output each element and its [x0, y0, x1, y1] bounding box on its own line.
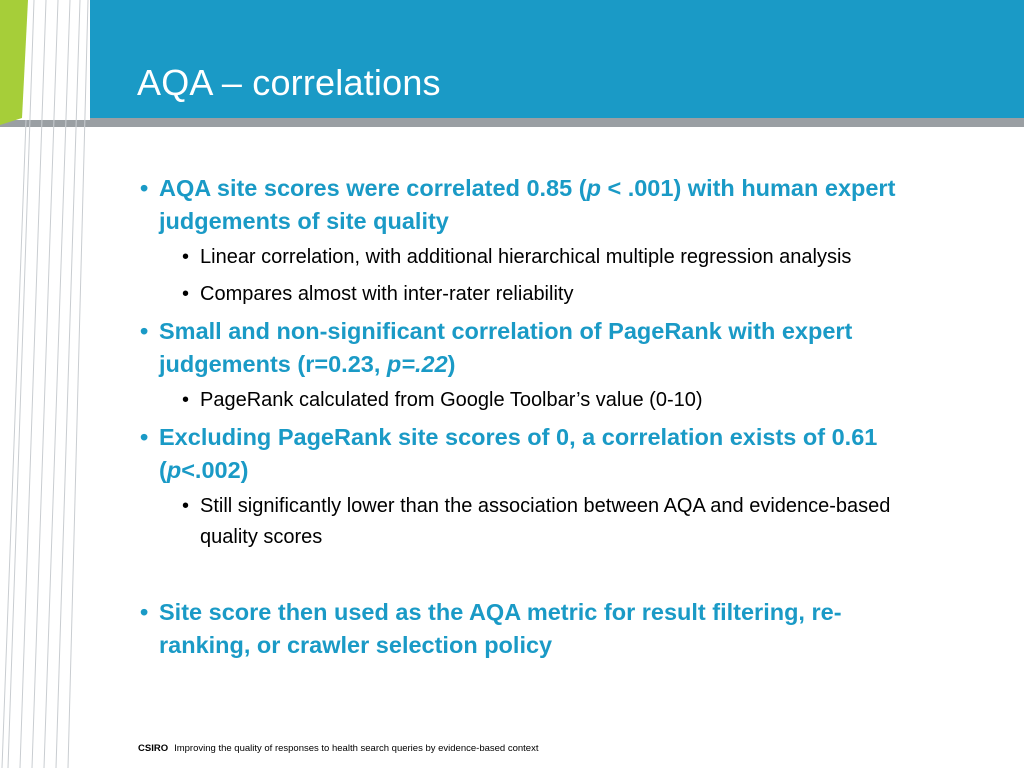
bullet-excluding-zero: • Excluding PageRank site scores of 0, a correlation exists of 0.61 (p<.002)	[140, 421, 930, 487]
footer-brand: CSIRO	[138, 743, 169, 754]
bullet-marker: •	[182, 389, 190, 411]
bullet-pagerank-correlation: • Small and non-significant correlation of PageRank with expert judgements (r=0.23, p=.22)	[140, 315, 930, 381]
bullet-marker: •	[182, 495, 190, 517]
bullet-site-score-metric: • Site score then used as the AQA metric for result filtering, re-ranking, or crawler selection policy	[140, 596, 930, 662]
slide-body	[140, 172, 930, 662]
sub-bullet-linear-correlation: • Linear correlation, with additional hierarchical multiple regression analysis	[182, 242, 930, 273]
bullet-marker: •	[182, 246, 190, 268]
bullet-marker: •	[140, 599, 149, 625]
bullet-marker: •	[140, 318, 149, 344]
spacer	[140, 553, 930, 596]
header-divider	[0, 118, 1024, 127]
bullet-marker: •	[182, 283, 190, 305]
sub-bullet-still-lower: • Still significantly lower than the association between AQA and evidence-based quality scores	[182, 491, 930, 553]
sub-bullet-inter-rater: • Compares almost with inter-rater reliability	[182, 279, 930, 310]
sub-bullet-toolbar-value: • PageRank calculated from Google Toolbar’s value (0-10)	[182, 385, 930, 416]
decorative-stripes	[0, 0, 100, 768]
slide-footer	[138, 743, 538, 754]
footer-text: Improving the quality of responses to health search queries by evidence-based context	[174, 743, 539, 754]
bullet-marker: •	[140, 175, 149, 201]
bullet-aqa-correlation: • AQA site scores were correlated 0.85 (p < .001) with human expert judgements of site quality	[140, 172, 930, 238]
slide-title: AQA – correlations	[137, 62, 441, 103]
bullet-marker: •	[140, 424, 149, 450]
